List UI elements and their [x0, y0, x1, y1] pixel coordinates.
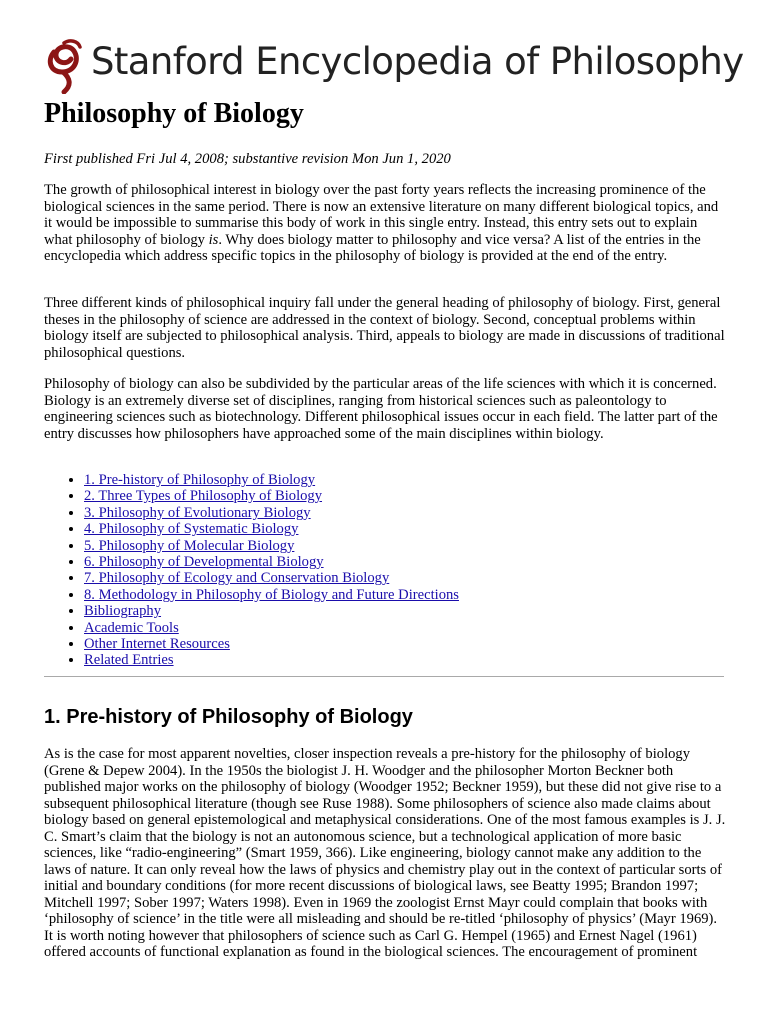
toc-link-three-types[interactable]: 2. Three Types of Philosophy of Biology: [84, 488, 323, 505]
emphasis-is: is: [208, 231, 219, 248]
toc-item: [84, 505, 459, 521]
toc-link-molecular[interactable]: 5. Philosophy of Molecular Biology: [84, 537, 295, 554]
toc-link-related-entries[interactable]: Related Entries: [84, 652, 174, 669]
toc-link-evolutionary[interactable]: 3. Philosophy of Evolutionary Biology: [84, 504, 311, 521]
page-title: Philosophy of Biology: [44, 98, 304, 129]
intro-paragraph-1: [44, 182, 726, 265]
toc-link-systematic[interactable]: 4. Philosophy of Systematic Biology: [84, 521, 299, 538]
site-title[interactable]: Stanford Encyclopedia of Philosophy: [91, 40, 744, 83]
toc-link-internet-resources[interactable]: Other Internet Resources: [84, 636, 230, 653]
toc-item: [84, 521, 459, 537]
toc-item: [84, 472, 459, 488]
toc-item: [84, 587, 459, 603]
intro-paragraph-3: Philosophy of biology can also be subdivided by the particular areas of the life sciences with which it is concerned. Biology is an extremely diverse set of disciplines, ranging from historical sciences such as paleontology to engineering sciences such as biotechnology. Different philosophical issues occur in each field. The latter part of the entry discusses how philosophers have approached some of the main disciplines within biology.: [44, 376, 718, 442]
site-header: [44, 34, 744, 96]
toc-item: [84, 488, 459, 504]
toc-item: [84, 603, 459, 619]
publication-info: First published Fri Jul 4, 2008; substantive revision Mon Jun 1, 2020: [44, 151, 451, 167]
toc-item: [84, 620, 459, 636]
toc-item: [84, 652, 459, 668]
intro-text: . Why does biology matter to philosophy and vice versa? A list of the entries in the encyclopedia which address specific topics in the philosophy of biology is provided at the end of the entry.: [44, 231, 701, 264]
table-of-contents: [66, 472, 459, 669]
toc-link-ecology[interactable]: 7. Philosophy of Ecology and Conservation Biology: [84, 570, 390, 587]
toc-item: [84, 570, 459, 586]
sep-logo-icon[interactable]: [44, 38, 84, 94]
toc-item: [84, 538, 459, 554]
section-divider: [44, 676, 724, 677]
section-heading: 1. Pre-history of Philosophy of Biology: [44, 706, 413, 728]
section-1-paragraph: As is the case for most apparent novelties, closer inspection reveals a pre-history for the philosophy of biology (Grene & Depew 2004). In the 1950s the biologist J. H. Woodger and the philosopher Morton Beckner both published major works on the philosophy of biology (Woodger 1952; Beckner 1959), but these did not give rise to a subsequent philosophical literature (though see Ruse 1988). Some philosophers of science also made claims about biology based on general epistemological and metaphysical considerations. One of the most famous examples is J. J. C. Smart’s claim that the biology is not an autonomous science, but a technological application of more basic sciences, like “radio-engineering” (Smart 1959, 366). Like engineering, biology cannot make any addition to the laws of nature. It can only reveal how the laws of physics and chemistry play out in the context of particular sorts of initial and boundary conditions (for more recent discussions of biological laws, see Beatty 1995; Brandon 1997; Mitchell 1997; Sober 1997; Waters 1998). Even in 1969 the zoologist Ernst Mayr could complain that books with ‘philosophy of science’ in the title were all misleading and should be re-titled ‘philosophy of physics’ (Mayr 1969). It is worth noting however that philosophers of science such as Carl G. Hempel (1965) and Ernest Nagel (1961) offered accounts of functional explanation as found in the biological sciences. The encouragement of prominent: [44, 746, 726, 960]
toc-link-prehistory[interactable]: 1. Pre-history of Philosophy of Biology: [84, 472, 316, 488]
toc-link-academic-tools[interactable]: Academic Tools: [84, 619, 179, 636]
intro-text: The growth of philosophical interest in biology over the past forty years reflects the increasing prominence of the biological sciences in the same period. There is now an extensive literature on many different biological topics, and it would be impossible to summarise this body of work in this single entry. Instead, this entry sets out to explain what philosophy of biology: [44, 182, 719, 248]
toc-link-methodology[interactable]: 8. Methodology in Philosophy of Biology and Future Directions: [84, 586, 459, 603]
toc-item: [84, 636, 459, 652]
intro-paragraph-2: Three different kinds of philosophical inquiry fall under the general heading of philosophy of biology. First, general theses in the philosophy of science are addressed in the context of biology. Second, conceptual problems within biology itself are subjected to philosophical analysis. Third, appeals to biology are made in discussions of traditional philosophical questions.: [44, 295, 725, 361]
toc-link-bibliography[interactable]: Bibliography: [84, 603, 162, 620]
toc-item: [84, 554, 459, 570]
toc-link-developmental[interactable]: 6. Philosophy of Developmental Biology: [84, 554, 324, 571]
